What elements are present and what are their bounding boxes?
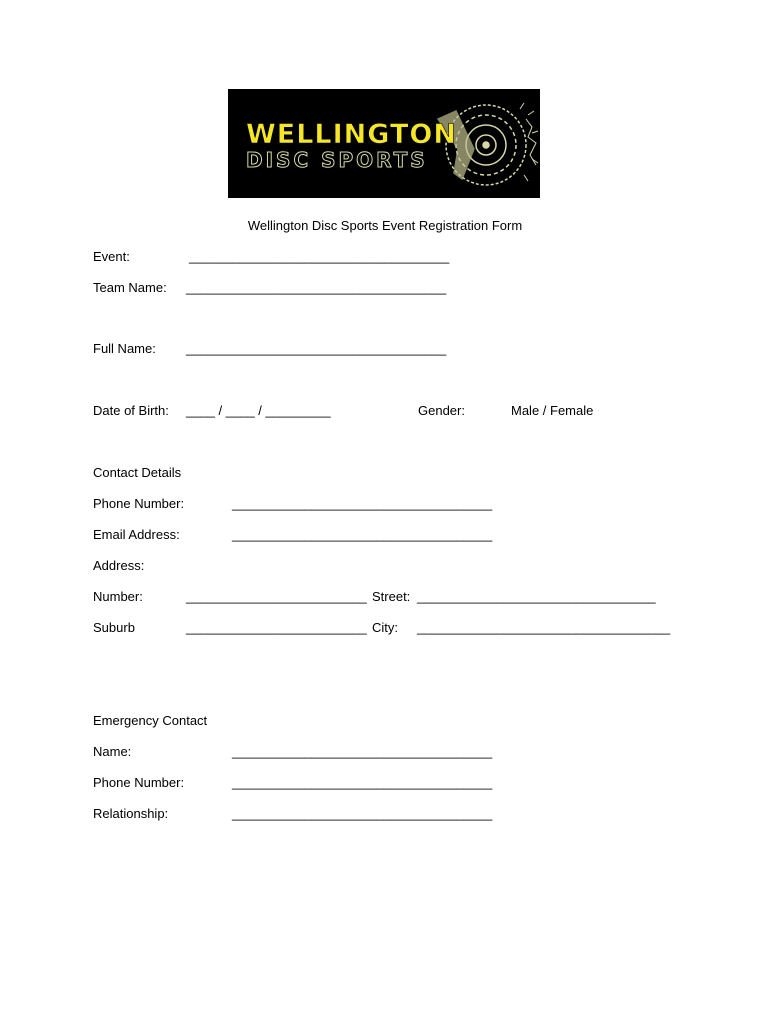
email-label: Email Address: (93, 527, 180, 542)
number-label: Number: (93, 589, 143, 604)
full-name-field[interactable]: ____________________________________ (186, 341, 447, 356)
emergency-contact-heading: Emergency Contact (93, 713, 208, 728)
team-name-label: Team Name: (93, 280, 167, 295)
event-field[interactable]: ____________________________________ (189, 249, 450, 264)
logo-line2: DISC SPORTS (246, 148, 428, 172)
city-field[interactable]: ___________________________________ (417, 620, 671, 635)
street-field[interactable]: _________________________________ (417, 589, 656, 604)
email-field[interactable]: ____________________________________ (232, 527, 493, 542)
suburb-label: Suburb (93, 620, 135, 635)
number-field[interactable]: _________________________ (186, 589, 367, 604)
logo-graphic (228, 89, 540, 198)
gender-label: Gender: (418, 403, 465, 418)
emergency-name-field[interactable]: ____________________________________ (232, 744, 493, 759)
gender-options[interactable]: Male / Female (511, 403, 594, 418)
event-label: Event: (93, 249, 130, 264)
relationship-field[interactable]: ____________________________________ (232, 806, 493, 821)
relationship-label: Relationship: (93, 806, 169, 821)
full-name-label: Full Name: (93, 341, 156, 356)
emergency-name-label: Name: (93, 744, 132, 759)
dob-field[interactable]: ____ / ____ / _________ (186, 403, 331, 418)
contact-details-heading: Contact Details (93, 465, 182, 480)
dob-label: Date of Birth: (93, 403, 169, 418)
contact-phone-label: Phone Number: (93, 496, 185, 511)
emergency-phone-field[interactable]: ____________________________________ (232, 775, 493, 790)
suburb-field[interactable]: _________________________ (186, 620, 367, 635)
address-label: Address: (93, 558, 145, 573)
emergency-phone-label: Phone Number: (93, 775, 185, 790)
street-label: Street: (372, 589, 411, 604)
team-name-field[interactable]: ____________________________________ (186, 280, 447, 295)
contact-phone-field[interactable]: ____________________________________ (232, 496, 493, 511)
form-title: Wellington Disc Sports Event Registration Form (247, 218, 523, 233)
logo-line1: WELLINGTON (246, 119, 457, 150)
city-label: City: (372, 620, 398, 635)
wellington-disc-sports-logo (228, 89, 540, 198)
